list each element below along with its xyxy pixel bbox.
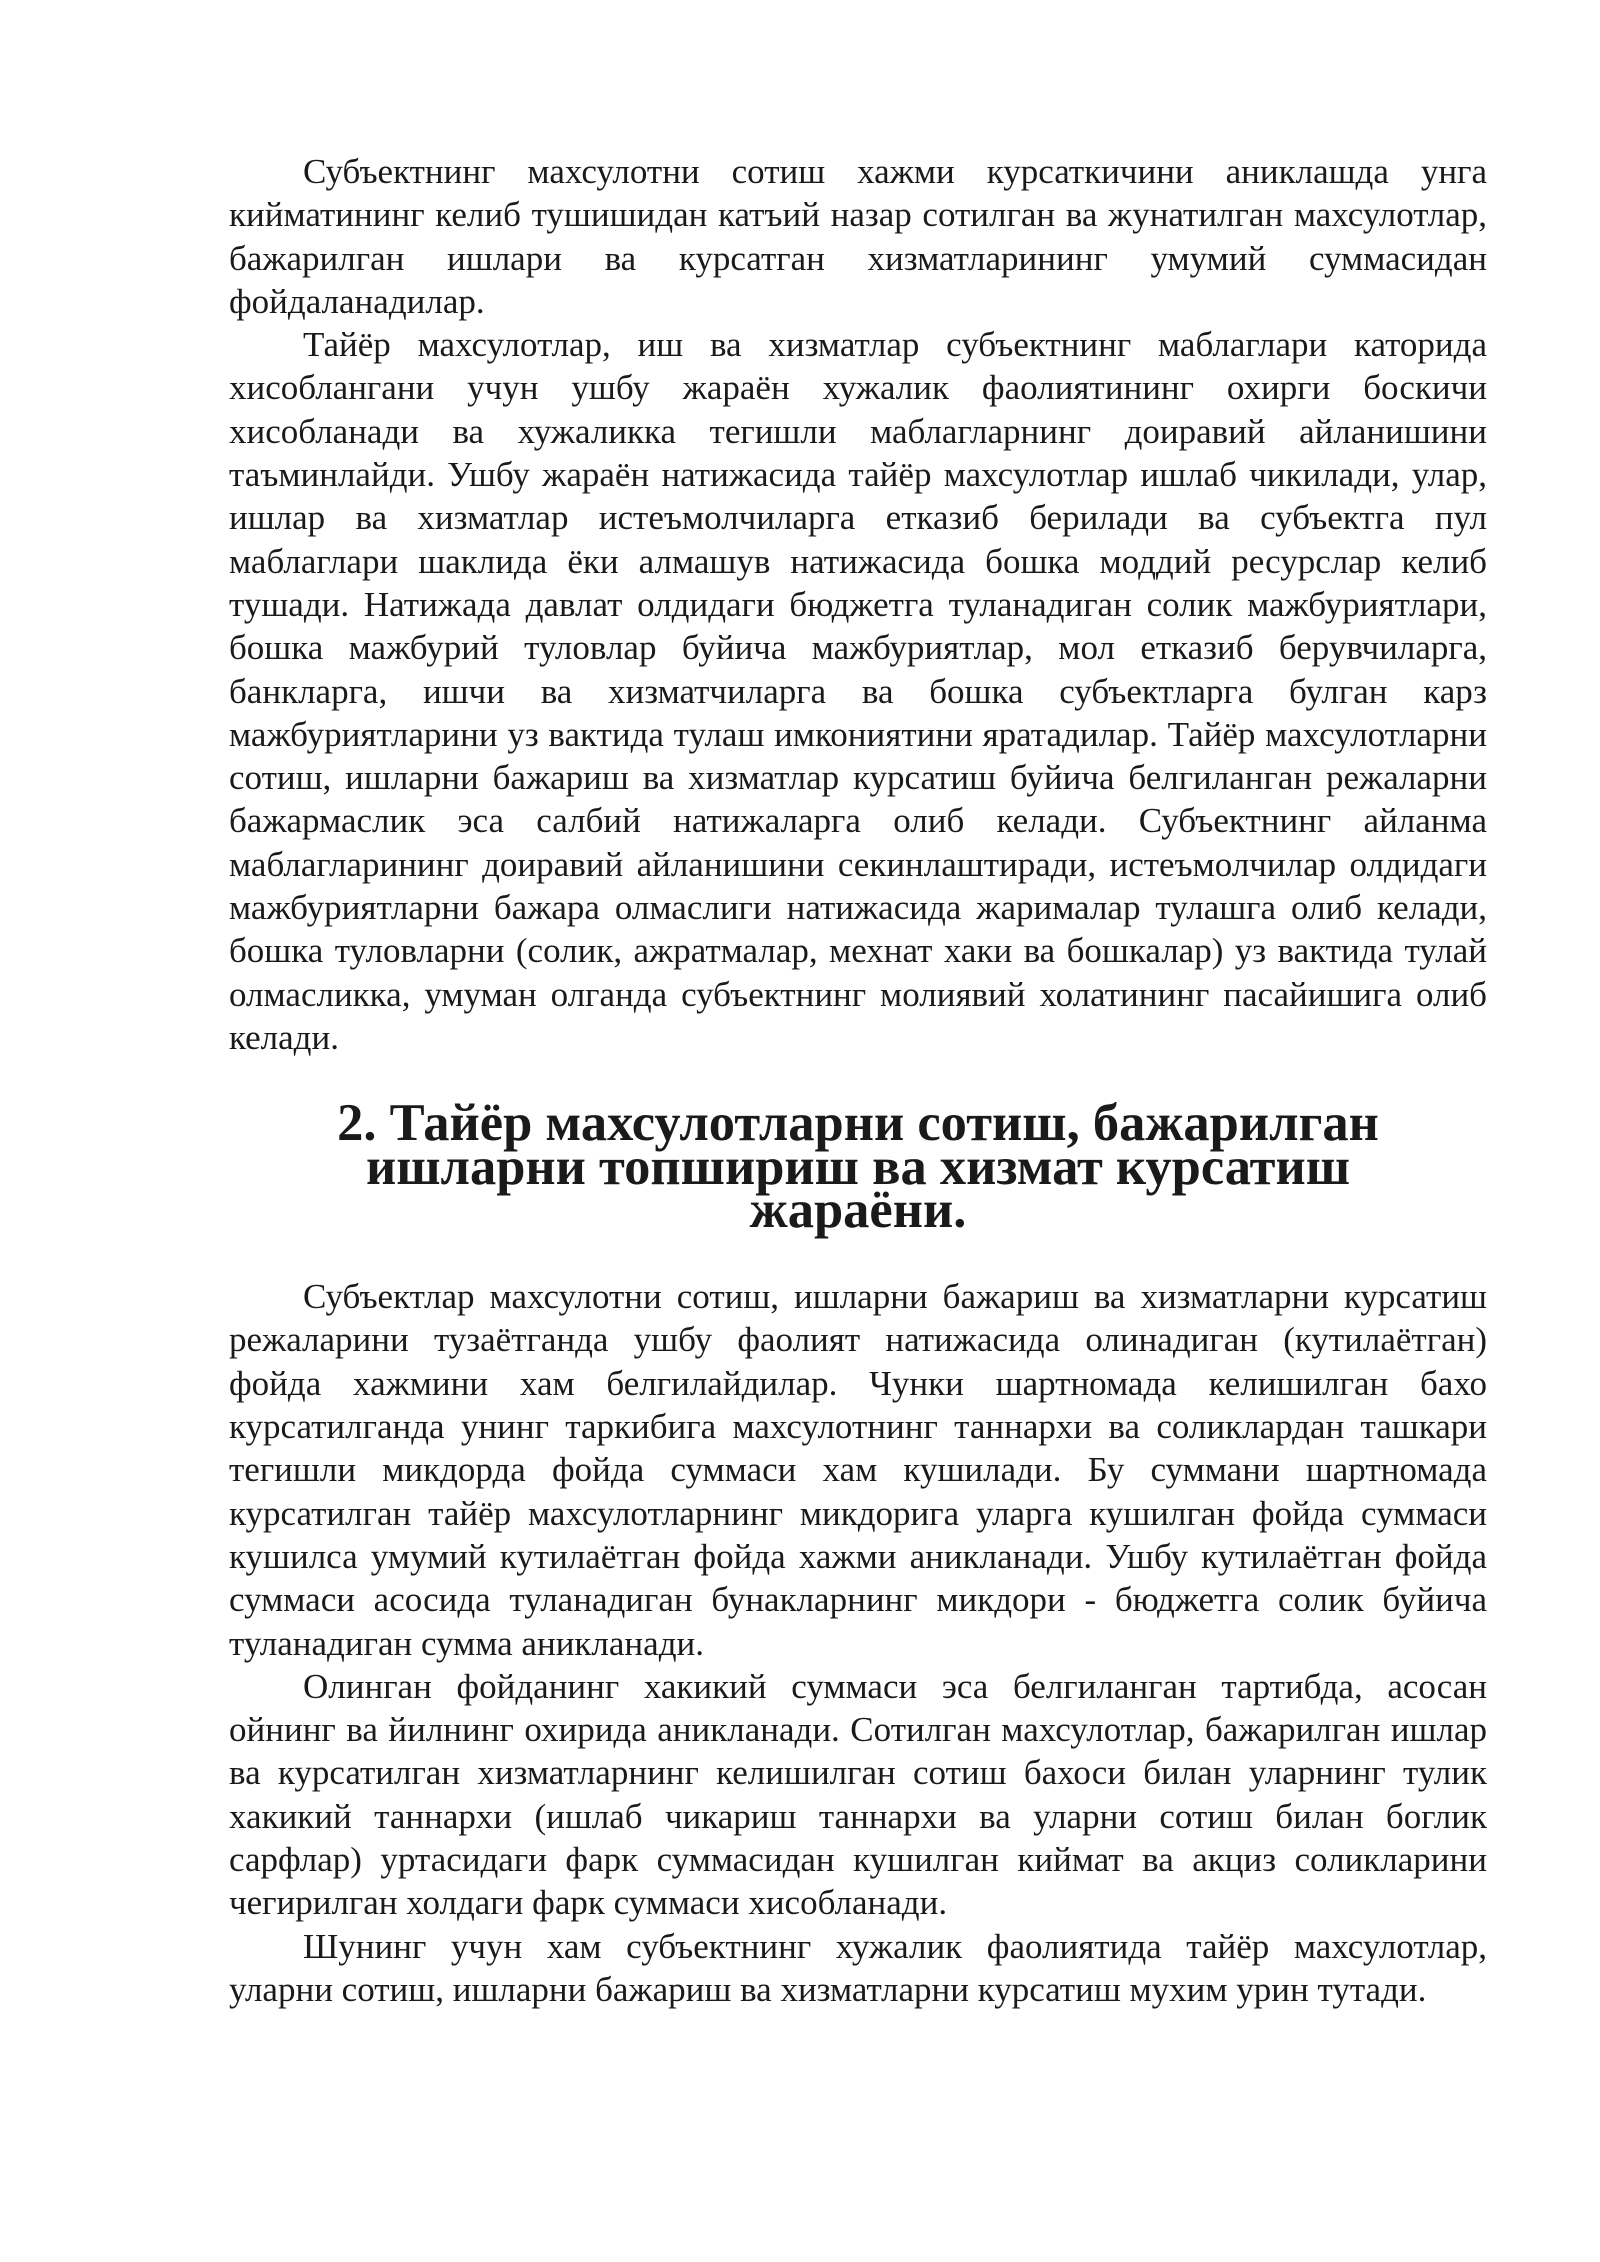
body-paragraph: Субъектлар махсулотни сотиш, ишларни бажариш ва хизматларни курсатиш режаларини тузаётганда ушбу фаолият натижасида олинадиган (кутилаётган) фойда хажмини хам белгилайдилар. Чунки шартномада келишилган бахо курсатилганда унинг таркибига махсулотнинг таннархи ва соликлардан ташкари тегишли микдорда фойда суммаси хам кушилади. Бу суммани шартномада курсатилган тайёр махсулотларнинг микдорига уларга кушилган фойда суммаси кушилса умумий кутилаётган фойда хажми аникланади. Ушбу кутилаётган фойда суммаси асосида туланадиган бунакларнинг микдори - бюджетга солик буйича туланадиган сумма аникланади. (229, 1277, 1487, 1663)
section-heading: 2. Тайёр махсулотларни сотиш, бажарилган ишларни топшириш ва хизмат курсатиш жараёни. (337, 1094, 1379, 1239)
body-paragraph: Олинган фойданинг хакикий суммаси эса белгиланган тартибда, асосан ойнинг ва йилнинг охирида аникланади. Сотилган махсулотлар, бажарилган ишлар ва курсатилган хизматларнинг келишилган сотиш бахоси билан уларнинг тулик хакикий таннархи (ишлаб чикариш таннархи ва уларни сотиш билан боглик сарфлар) уртасидаги фарк суммасидан кушилган киймат ва акциз соликларини чегирилган холдаги фарк суммаси хисобланади. (229, 1666, 1487, 1923)
document-page (229, 150, 1487, 2011)
body-paragraph: Тайёр махсулотлар, иш ва хизматлар субъектнинг маблаглари каторида хисоблангани учун ушбу жараён хужалик фаолиятининг охирги боскичи хисобланади ва хужаликка тегишли маблагларнинг доиравий айланишини таъминлайди. Ушбу жараён натижасида тайёр махсулотлар ишлаб чикилади, улар, ишлар ва хизматлар истеъмолчиларга етказиб берилади ва субъектга пул маблаглари шаклида ёки алмашув натижасида бошка моддий ресурслар келиб тушади. Натижада давлат олдидаги бюджетга туланадиган солик мажбуриятлари, бошка мажбурий туловлар буйича мажбуриятлар, мол етказиб берувчиларга, банкларга, ишчи ва хизматчиларга ва бошка субъектларга булган карз мажбуриятларини уз вактида тулаш имкониятини яратадилар. Тайёр махсулотларни сотиш, ишларни бажариш ва хизматлар курсатиш буйича белгиланган режаларни бажармаслик эса салбий натижаларга олиб келади. Субъектнинг айланма маблагларининг доиравий айланишини секинлаштиради, истеъмолчилар олдидаги мажбуриятларни бажара олмаслиги натижасида жарималар тулашга олиб келади, бошка туловларни (солик, ажратмалар, мехнат хаки ва бошкалар) уз вактида тулай олмасликка, умуман олганда субъектнинг молиявий холатининг пасайишига олиб келади. (229, 325, 1487, 1057)
body-paragraph: Шунинг учун хам субъектнинг хужалик фаолиятида тайёр махсулотлар, уларни сотиш, ишларни бажариш ва хизматларни курсатиш мухим урин тутади. (229, 1926, 1487, 2009)
body-paragraph: Субъектнинг махсулотни сотиш хажми курсаткичини аниклашда унга кийматининг келиб тушишидан катъий назар сотилган ва жунатилган махсулотлар, бажарилган ишлари ва курсатган хизматларининг умумий суммасидан фойдаланадилар. (229, 152, 1487, 321)
